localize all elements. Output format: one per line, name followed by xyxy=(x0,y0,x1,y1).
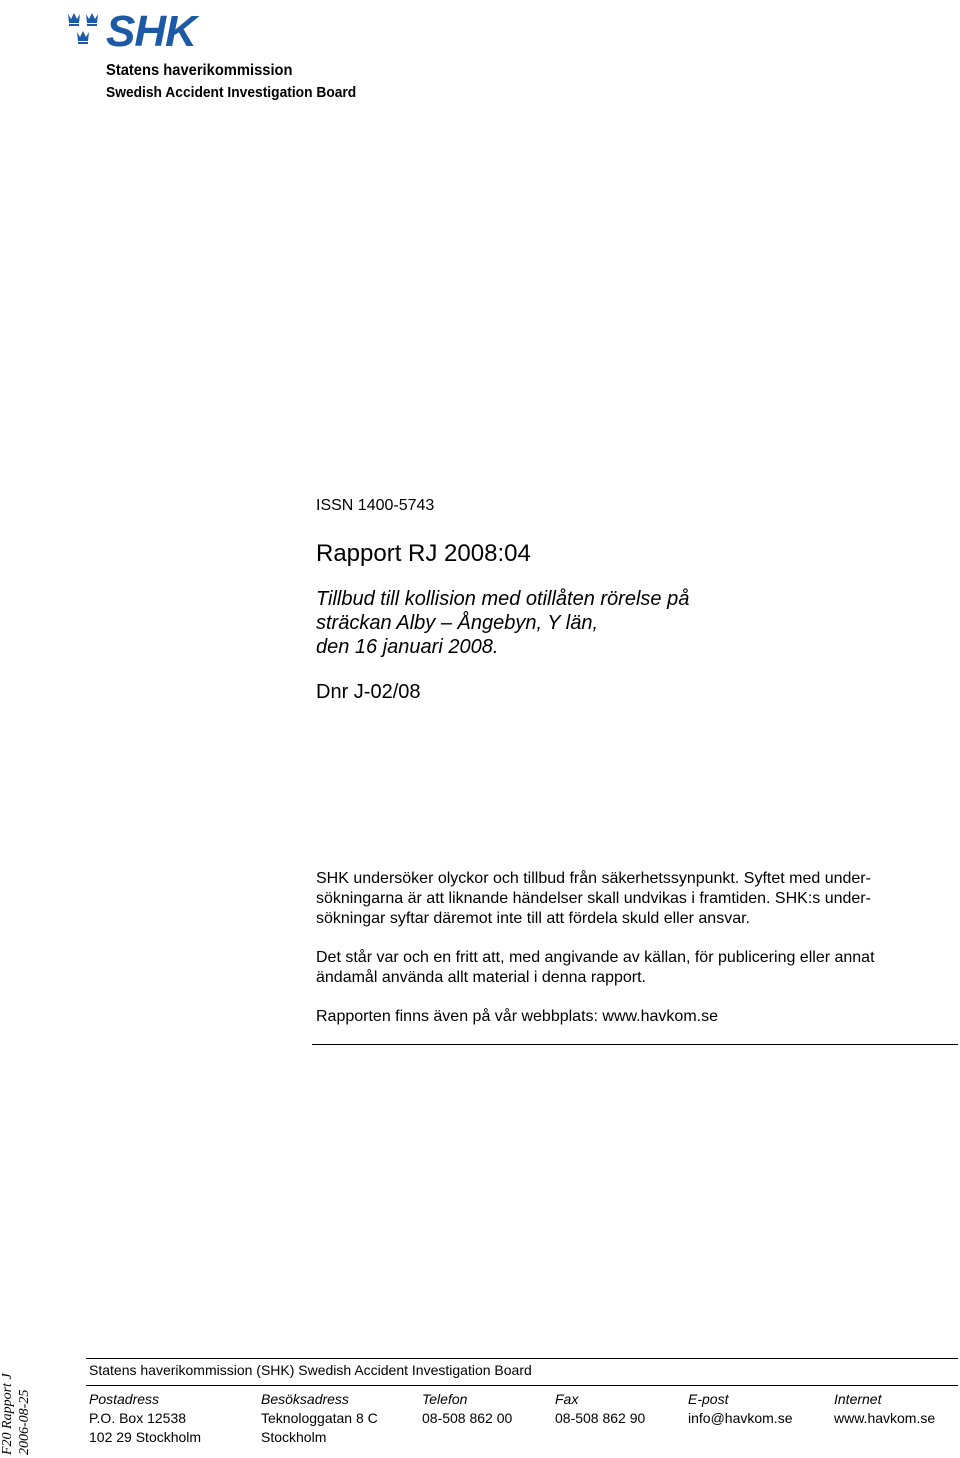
footer-col-postadress xyxy=(89,1390,201,1447)
footer-col-value: P.O. Box 12538 xyxy=(89,1410,187,1426)
logo-line1: Statens haverikommission xyxy=(106,62,293,79)
subtitle-line: Tillbud till kollision med otillåten rörelse på xyxy=(316,588,690,610)
logo-brand: SHK xyxy=(106,7,196,56)
subtitle-line: sträckan Alby – Ångebyn, Y län, xyxy=(316,612,599,634)
form-date: 2006-08-25 xyxy=(17,1389,32,1455)
footer-col-header: Fax xyxy=(555,1391,579,1407)
footer-col-value: 102 29 Stockholm xyxy=(89,1429,202,1445)
footer-col-header: Besöksadress xyxy=(261,1391,349,1407)
dnr-number: Dnr J-02/08 xyxy=(316,681,421,703)
footer-col-telefon xyxy=(422,1390,512,1428)
divider xyxy=(312,1044,958,1045)
paragraph-line: ändamål använda allt material i denna rapport. xyxy=(316,969,646,986)
footer-divider xyxy=(86,1358,958,1359)
paragraph-purpose xyxy=(316,869,916,929)
report-subtitle xyxy=(316,587,689,659)
logo-line2: Swedish Accident Investigation Board xyxy=(106,84,357,101)
footer-col-besoksadress xyxy=(261,1390,378,1447)
footer-col-value: www.havkom.se xyxy=(834,1410,936,1426)
footer-col-value: Teknologgatan 8 C xyxy=(261,1410,378,1426)
footer-col-value: 08-508 862 00 xyxy=(422,1410,513,1426)
footer-col-value: info@havkom.se xyxy=(688,1410,793,1426)
paragraph-usage xyxy=(316,948,916,988)
footer-col-header: E-post xyxy=(688,1391,729,1407)
report-title: Rapport RJ 2008:04 xyxy=(316,540,531,567)
footer-col-internet xyxy=(834,1390,935,1428)
footer-col-header: Internet xyxy=(834,1391,882,1407)
paragraph-line: SHK undersöker olyckor och tillbud från säkerhetssynpunkt. Syftet med under- xyxy=(316,870,871,887)
footer-col-epost xyxy=(688,1390,792,1428)
form-code: F20 Rapport J xyxy=(0,1373,15,1455)
paragraph-line: Det står var och en fritt att, med angivande av källan, för publicering eller annat xyxy=(316,949,875,966)
footer-org: Statens haverikommission (SHK) Swedish Accident Investigation Board xyxy=(89,1362,532,1378)
footer-col-value: Stockholm xyxy=(261,1429,327,1445)
footer-col-header: Telefon xyxy=(422,1391,468,1407)
form-reference xyxy=(0,1355,40,1455)
footer-col-value: 08-508 862 90 xyxy=(555,1410,646,1426)
paragraph-line: sökningarna är att liknande händelser skall undvikas i framtiden. SHK:s under- xyxy=(316,890,871,907)
footer-divider xyxy=(86,1385,958,1386)
footer-col-header: Postadress xyxy=(89,1391,160,1407)
shk-logo xyxy=(66,7,357,101)
three-crowns-icon xyxy=(66,10,106,58)
subtitle-line: den 16 januari 2008. xyxy=(316,636,499,658)
paragraph-line: sökningar syftar däremot inte till att fördela skuld eller ansvar. xyxy=(316,910,750,927)
issn: ISSN 1400-5743 xyxy=(316,497,435,514)
paragraph-website: Rapporten finns även på vår webbplats: www.havkom.se xyxy=(316,1008,718,1025)
footer-col-fax xyxy=(555,1390,645,1428)
